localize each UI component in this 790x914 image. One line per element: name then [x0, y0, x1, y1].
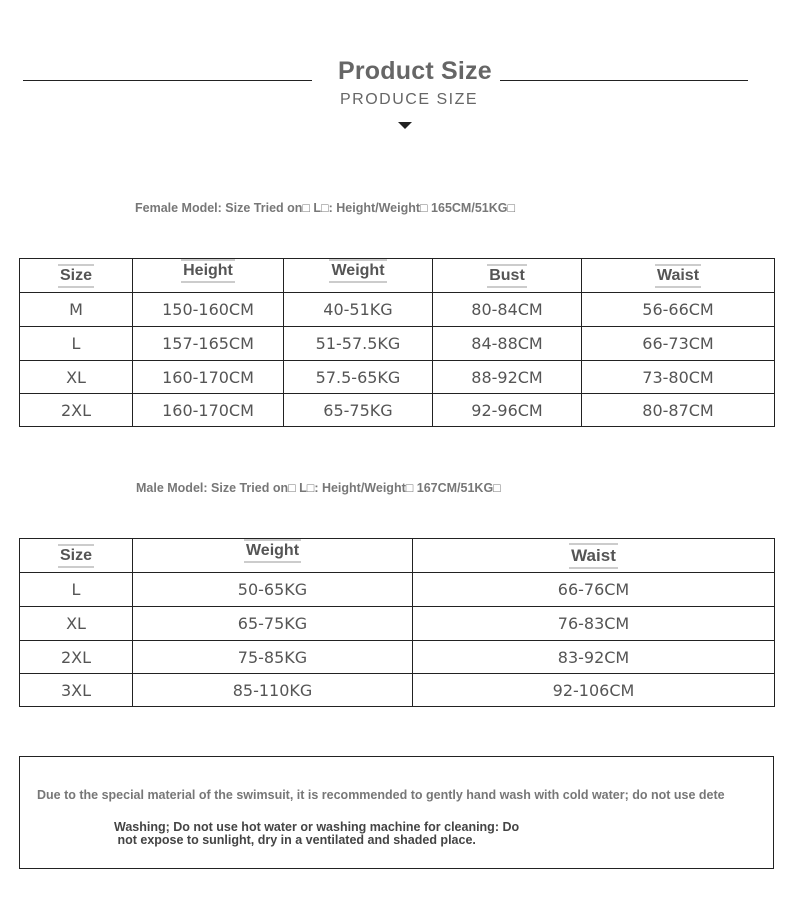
female-col-bust: Bust: [433, 259, 582, 293]
table-row: [20, 573, 775, 607]
table-cell: XL: [20, 361, 133, 394]
table-cell: 66-73CM: [582, 327, 775, 361]
table-cell: 51-57.5KG: [284, 327, 433, 361]
table-cell: 88-92CM: [433, 361, 582, 394]
female-col-weight: Weight: [284, 259, 433, 293]
care-instructions-line2: [114, 821, 519, 847]
table-cell: 2XL: [20, 394, 133, 427]
table-cell: 160-170CM: [133, 394, 284, 427]
table-cell: 40-51KG: [284, 293, 433, 327]
table-row: [20, 607, 775, 641]
table-cell: 73-80CM: [582, 361, 775, 394]
down-arrow-icon: [398, 122, 412, 129]
care-instructions-line2a: Washing; Do not use hot water or washing machine for cleaning: Do: [114, 820, 520, 834]
table-cell: 50-65KG: [133, 573, 413, 607]
female-size-table: [19, 258, 775, 427]
table-cell: 83-92CM: [413, 641, 775, 674]
table-cell: 3XL: [20, 674, 133, 707]
female-model-note: Female Model: Size Tried on□ L□: Height/Weight□ 165CM/51KG□: [135, 201, 516, 215]
table-row: [20, 641, 775, 674]
male-header-row: [20, 539, 775, 573]
male-col-waist: Waist: [413, 539, 775, 573]
table-cell: L: [20, 573, 133, 607]
male-col-weight: Weight: [133, 539, 413, 573]
table-row: [20, 394, 775, 427]
table-cell: 57.5-65KG: [284, 361, 433, 394]
table-row: [20, 327, 775, 361]
table-cell: 76-83CM: [413, 607, 775, 641]
table-cell: 65-75KG: [133, 607, 413, 641]
table-row: [20, 361, 775, 394]
female-col-waist: Waist: [582, 259, 775, 293]
male-model-note: Male Model: Size Tried on□ L□: Height/Weight□ 167CM/51KG□: [136, 481, 501, 495]
table-cell: 85-110KG: [133, 674, 413, 707]
table-cell: 150-160CM: [133, 293, 284, 327]
table-cell: 80-87CM: [582, 394, 775, 427]
table-cell: 84-88CM: [433, 327, 582, 361]
table-cell: 75-85KG: [133, 641, 413, 674]
page-title: Product Size: [338, 57, 492, 85]
table-cell: 92-96CM: [433, 394, 582, 427]
header-rule-left: [23, 80, 312, 81]
female-col-size: Size: [20, 259, 133, 293]
female-header-row: [20, 259, 775, 293]
care-instructions-box: [19, 756, 774, 869]
table-cell: 65-75KG: [284, 394, 433, 427]
table-cell: L: [20, 327, 133, 361]
male-col-size: Size: [20, 539, 133, 573]
female-col-height: Height: [133, 259, 284, 293]
table-cell: 160-170CM: [133, 361, 284, 394]
care-instructions-line1: Due to the special material of the swimsuit, it is recommended to gently hand wash with cold water; do not use dete: [37, 788, 725, 802]
table-row: [20, 674, 775, 707]
table-row: [20, 293, 775, 327]
table-cell: XL: [20, 607, 133, 641]
header-rule-right: [500, 80, 748, 81]
page-subtitle: PRODUCE SIZE: [340, 91, 479, 108]
table-cell: 80-84CM: [433, 293, 582, 327]
male-size-table: [19, 538, 775, 707]
table-cell: 66-76CM: [413, 573, 775, 607]
table-cell: 2XL: [20, 641, 133, 674]
table-cell: M: [20, 293, 133, 327]
table-cell: 56-66CM: [582, 293, 775, 327]
care-instructions-line2b: not expose to sunlight, dry in a ventilated and shaded place.: [114, 833, 476, 847]
table-cell: 92-106CM: [413, 674, 775, 707]
table-cell: 157-165CM: [133, 327, 284, 361]
